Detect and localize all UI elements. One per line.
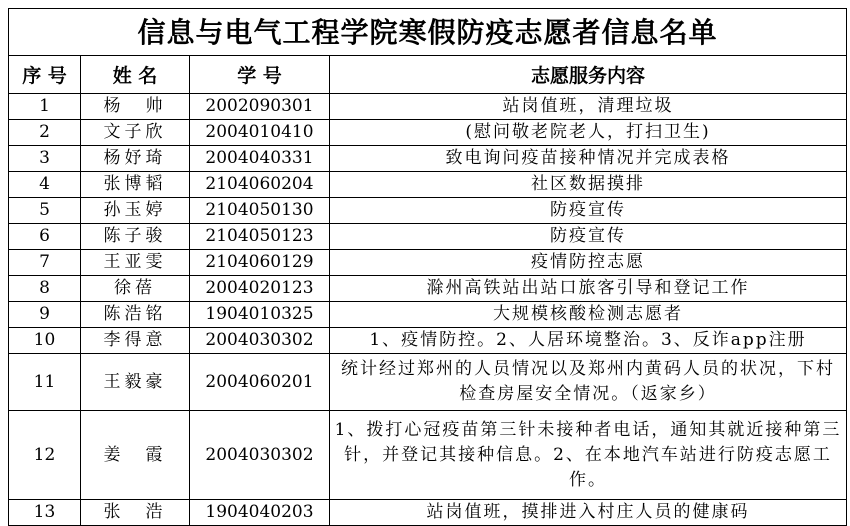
row-number: 9: [9, 302, 81, 328]
volunteer-table: [8, 8, 847, 526]
page-title: 信息与电气工程学院寒假防疫志愿者信息名单: [9, 9, 847, 56]
student-name: 孙玉婷: [81, 198, 190, 224]
student-id: 2104060129: [190, 250, 330, 276]
student-name: 陈浩铭: [81, 302, 190, 328]
table-row: [9, 172, 847, 198]
student-id: 2002090301: [190, 94, 330, 120]
header-content: 志愿服务内容: [330, 56, 847, 94]
volunteer-content: 社区数据摸排: [330, 172, 847, 198]
row-number: 8: [9, 276, 81, 302]
student-id: 2004040331: [190, 146, 330, 172]
student-name: 张 浩: [81, 500, 190, 526]
student-name: 李得意: [81, 328, 190, 354]
table-row: [9, 224, 847, 250]
table-row: [9, 354, 847, 411]
student-id: 2104050123: [190, 224, 330, 250]
student-name: 王亚雯: [81, 250, 190, 276]
volunteer-content: 站岗值班，摸排进入村庄人员的健康码: [330, 500, 847, 526]
row-number: 1: [9, 94, 81, 120]
row-number: 13: [9, 500, 81, 526]
table-row: [9, 146, 847, 172]
table-row: [9, 120, 847, 146]
header-id: 学 号: [190, 56, 330, 94]
student-name: 徐蓓: [81, 276, 190, 302]
row-number: 6: [9, 224, 81, 250]
volunteer-content: (慰问敬老院老人，打扫卫生): [330, 120, 847, 146]
student-name: 王毅豪: [81, 354, 190, 411]
student-id: 1904010325: [190, 302, 330, 328]
header-row: [9, 56, 847, 94]
student-name: 姜 霞: [81, 411, 190, 500]
student-id: 2004020123: [190, 276, 330, 302]
student-name: 文子欣: [81, 120, 190, 146]
student-name: 杨妤琦: [81, 146, 190, 172]
volunteer-content: 滁州高铁站出站口旅客引导和登记工作: [330, 276, 847, 302]
volunteer-content: 致电询问疫苗接种情况并完成表格: [330, 146, 847, 172]
table-row: [9, 411, 847, 500]
student-name: 张博韬: [81, 172, 190, 198]
row-number: 12: [9, 411, 81, 500]
header-no: 序 号: [9, 56, 81, 94]
student-id: 2004030302: [190, 411, 330, 500]
row-number: 5: [9, 198, 81, 224]
volunteer-content: 1、疫情防控。2、人居环境整治。3、反诈app注册: [330, 328, 847, 354]
student-id: 1904040203: [190, 500, 330, 526]
volunteer-content: 疫情防控志愿: [330, 250, 847, 276]
row-number: 10: [9, 328, 81, 354]
volunteer-content: 站岗值班，清理垃圾: [330, 94, 847, 120]
table-row: [9, 328, 847, 354]
student-id: 2004010410: [190, 120, 330, 146]
header-name: 姓 名: [81, 56, 190, 94]
row-number: 2: [9, 120, 81, 146]
volunteer-content: 大规模核酸检测志愿者: [330, 302, 847, 328]
student-id: 2004060201: [190, 354, 330, 411]
row-number: 4: [9, 172, 81, 198]
table-row: [9, 276, 847, 302]
row-number: 3: [9, 146, 81, 172]
table-row: [9, 302, 847, 328]
volunteer-content: 1、拨打心冠疫苗第三针未接种者电话，通知其就近接种第三针，并登记其接种信息。2、在本地汽车站进行防疫志愿工作。: [330, 411, 847, 500]
row-number: 7: [9, 250, 81, 276]
student-name: 杨 帅: [81, 94, 190, 120]
table-row: [9, 94, 847, 120]
student-name: 陈子骏: [81, 224, 190, 250]
student-id: 2004030302: [190, 328, 330, 354]
volunteer-content: 防疫宣传: [330, 198, 847, 224]
table-row: [9, 198, 847, 224]
volunteer-content: 防疫宣传: [330, 224, 847, 250]
student-id: 2104060204: [190, 172, 330, 198]
student-id: 2104050130: [190, 198, 330, 224]
table-row: [9, 250, 847, 276]
row-number: 11: [9, 354, 81, 411]
volunteer-content: 统计经过郑州的人员情况以及郑州内黄码人员的状况，下村检查房屋安全情况。（返家乡）: [330, 354, 847, 411]
